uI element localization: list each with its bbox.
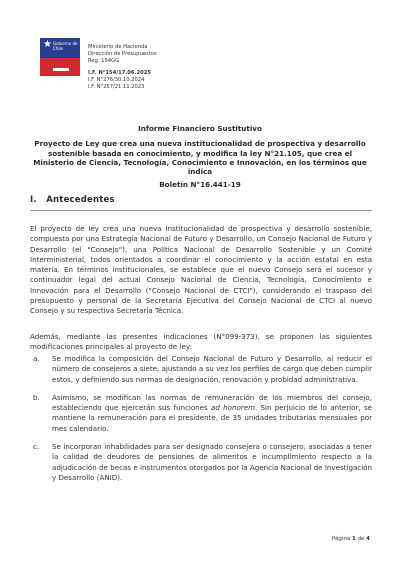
logo-text: Gobierno de Chile bbox=[53, 41, 78, 51]
item-letter: a. bbox=[33, 354, 40, 363]
item-text: Se incorporan inhabilidades para ser designado consejera o consejero, asociadas a tener la calidad de deudores de pensiones de alimentos e incumplimiento respecto a la adjudicación de becas e instrumentos otorgados por la Agencia Nacional de Investigación y Desarrollo (ANID). bbox=[52, 442, 372, 482]
logo-white-strip bbox=[53, 68, 69, 71]
section-heading bbox=[30, 195, 115, 205]
reference-current: I.F. N°154/17.06.2025 bbox=[88, 70, 151, 76]
list-item bbox=[30, 354, 372, 385]
item-letter: c. bbox=[33, 442, 40, 452]
section-title: Antecedentes bbox=[46, 195, 115, 205]
reference-previous: I.F. N°276/30.10.2024 bbox=[88, 77, 145, 83]
page-current: 1 bbox=[351, 536, 356, 542]
ministry-info bbox=[88, 44, 157, 65]
report-references bbox=[88, 70, 151, 91]
list-item bbox=[30, 442, 372, 483]
section-number: I. bbox=[30, 195, 37, 205]
ministry-name: Ministerio de Hacienda bbox=[88, 44, 148, 50]
ministry-directorate: Dirección de Presupuestos bbox=[88, 51, 157, 57]
reference-previous: I.F. N°257/21.11.2023 bbox=[88, 84, 145, 90]
document-subtitle: Proyecto de Ley que crea una nueva institucionalidad de prospectiva y desarrollo sostenible basada en conocimiento, y modifica la ley N°21.105, que crea el Ministerio de Ciencia, Tecnología, Conocimiento e Innovación, en los términos que indica bbox=[33, 139, 367, 177]
item-text-italic: ad honorem bbox=[211, 403, 256, 413]
section-divider bbox=[30, 210, 372, 211]
boletin-number: Boletín N°16.441-19 bbox=[159, 180, 241, 190]
item-text: Asimismo, se modifican las normas de remuneración de los miembros del consejo, estableciendo que ejercerán sus funciones bbox=[52, 392, 372, 413]
logo-red-field bbox=[40, 58, 80, 76]
ministry-reg: Reg. 154GG bbox=[88, 58, 120, 64]
paragraph-intro: El proyecto de ley crea una nueva Institucionalidad de prospectiva y desarrollo sostenible, compuesta por una Estrategia Nacional de Futuro y Desarrollo, un Consejo Nacional de Futuro y Desarrollo (el "Consejo"), una Política Nacional de Desarrollo Sostenible y un Comité Interministerial, todos orientados a coordinar el conocimiento y la acción estatal en esta materia. En términos institucionales, se establece que el nuevo Consejo será el sucesor y continuador legal del actual Consejo Nacional de Ciencia, Tecnología, Conocimiento e Innovación para el Desarrollo ("Consejo Nacional de CTCI"), considerando el traspaso del presupuesto y personal de la Secretaría Ejecutiva del Consejo Nacional de CTCI al nuevo Consejo y su respectiva Secretaría Técnica. bbox=[30, 224, 372, 316]
item-letter: b. bbox=[33, 392, 40, 402]
page-of: de bbox=[357, 536, 365, 542]
list-item bbox=[30, 393, 372, 434]
paragraph-indications: Además, mediante las presentes indicaciones (N°099-373), se proponen las siguientes modificaciones principales al proyecto de ley: bbox=[30, 332, 372, 352]
document-title: Informe Financiero Sustitutivo bbox=[138, 124, 262, 133]
page-label: Página bbox=[331, 536, 351, 542]
item-text: Se modifica la composición del Consejo Nacional de Futuro y Desarrollo, al reducir el número de consejeros a siete, ajustando a su vez los perfiles de cargo que deben cumplir estos, y definiendo sus normas de designación, renovación y probidad administrativa. bbox=[52, 354, 372, 384]
page-total: 4 bbox=[366, 536, 370, 542]
modifications-list bbox=[30, 354, 372, 491]
page-number bbox=[332, 536, 370, 542]
item-text-continued: . Sin perjuicio de lo anterior, se mantiene la remuneración para el presidente, de 35 unidades tributarias mensuales por mes calendario. bbox=[52, 403, 372, 433]
star-icon: ★ bbox=[43, 39, 52, 50]
document-title-block bbox=[30, 124, 370, 190]
government-logo bbox=[40, 38, 80, 76]
